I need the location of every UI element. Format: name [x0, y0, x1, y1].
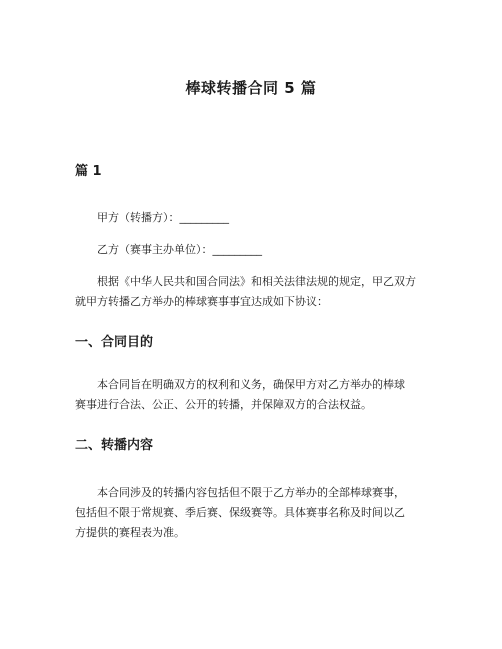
preamble-line: 就甲方转播乙方举办的棒球赛事事宜达成如下协议：: [75, 295, 328, 308]
preamble-paragraph: [75, 272, 435, 312]
paragraph-line: 赛事进行合法、公正、公开的转播，并保障双方的合法权益。: [75, 398, 372, 411]
section-heading-content: 二、转播内容: [75, 438, 154, 453]
section-purpose-paragraph: [75, 375, 435, 415]
paragraph-line: 方提供的赛程表为准。: [75, 526, 185, 539]
document-title: 棒球转播合同 5 篇: [185, 79, 317, 97]
party-a-text: 甲方（转播方）：_________: [97, 211, 229, 224]
paragraph-line: 本合同旨在明确双方的权利和义务，确保甲方对乙方举办的棒球: [97, 378, 405, 391]
party-b-line: [75, 240, 435, 260]
party-a-line: [75, 208, 435, 228]
preamble-line: 根据《中华人民共和国合同法》和相关法律法规的规定，甲乙双方: [97, 275, 416, 288]
section-heading-purpose: 一、合同目的: [75, 335, 154, 350]
party-b-text: 乙方（赛事主办单位）：_________: [97, 243, 262, 256]
paragraph-line: 本合同涉及的转播内容包括但不限于乙方举办的全部棒球赛事，: [97, 486, 405, 499]
section-content-paragraph: [75, 483, 435, 543]
paragraph-line: 包括但不限于常规赛、季后赛、保级赛等。具体赛事名称及时间以乙: [75, 506, 405, 519]
part-heading: 篇 1: [75, 164, 102, 179]
